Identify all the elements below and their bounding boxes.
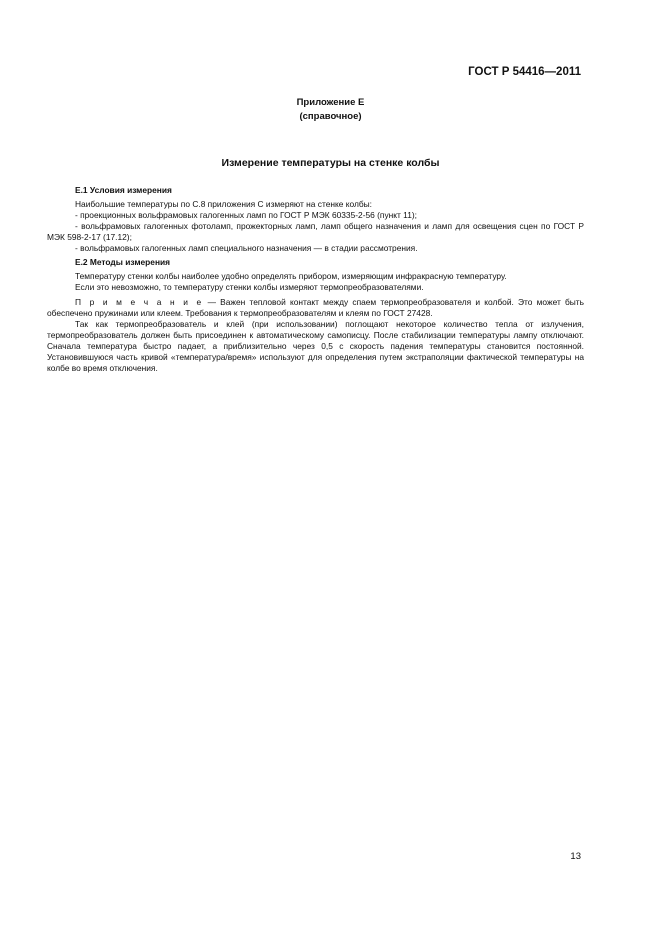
note-label: П р и м е ч а н и е	[75, 297, 204, 308]
e1-list-item: - проекционных вольфрамовых галогенных ламп по ГОСТ Р МЭК 60335-2-56 (пункт 11);	[75, 209, 417, 220]
e2-paragraph-3: Так как термопреобразователь и клей (при использовании) поглощают некоторое количество тепла от излучения, термопреобразователь должен быть присоединен к автоматическому самописцу. После стабилизации температуры лампу отключают. Сначала температура быстро падает, а приблизительно через 0,5 с скорость падения температуры становится постоянной. Установившуюся часть кривой «температура/время» используют для определения путем экстраполяции фактической температуры на колбе во время отключения.	[47, 318, 584, 373]
appendix-heading	[0, 96, 661, 124]
e2-note	[47, 297, 584, 319]
e1-list-item: - вольфрамовых галогенных фотоламп, прожекторных ламп, ламп общего назначения и ламп для освещения сцен по ГОСТ Р МЭК 598-2-17 (17.12);	[47, 220, 584, 242]
e2-paragraph-1: Температуру стенки колбы наиболее удобно определять прибором, измеряющим инфракрасную температуру.	[75, 271, 507, 282]
appendix-title: Приложение Е	[296, 97, 365, 108]
e1-heading: Е.1 Условия измерения	[75, 185, 172, 195]
e1-intro: Наибольшие температуры по С.8 приложения С измеряют на стенке колбы:	[75, 198, 373, 209]
section-title: Измерение температуры на стенке колбы	[221, 157, 440, 169]
appendix-subtitle: (справочное)	[299, 111, 362, 122]
e2-paragraph-2: Если это невозможно, то температуру стенки колбы измеряют термопреобразователями.	[75, 282, 424, 293]
e1-list-item: - вольфрамовых галогенных ламп специального назначения — в стадии рассмотрения.	[75, 242, 418, 253]
page-number: 13	[570, 851, 581, 862]
note-text: — Важен тепловой контакт между спаем термопреобразователя и колбой. Это может быть обеспечено пружинами или клеем. Требования к термопреобразователям и клеям по ГОСТ 27428.	[47, 297, 584, 319]
document-code: ГОСТ Р 54416—2011	[468, 66, 581, 78]
e2-heading: Е.2 Методы измерения	[75, 257, 171, 268]
document-body	[47, 185, 584, 374]
